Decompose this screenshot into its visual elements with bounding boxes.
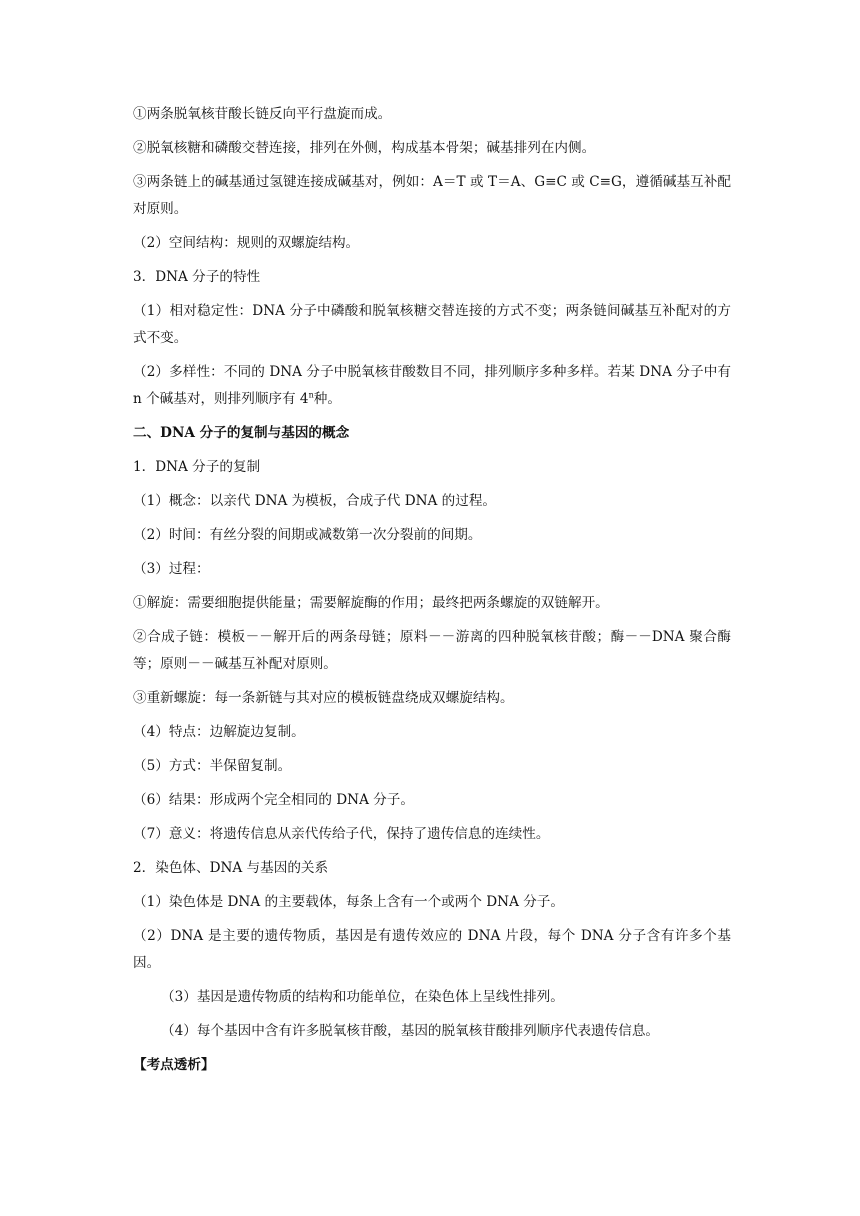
text-line: （1）概念：以亲代 DNA 为模板，合成子代 DNA 的过程。 — [133, 493, 497, 509]
section-heading: 2．染色体、DNA 与基因的关系 — [133, 860, 329, 876]
text-line: （6）结果：形成两个完全相同的 DNA 分子。 — [133, 792, 414, 808]
text-line — [133, 359, 731, 413]
text-line: ①解旋：需要细胞提供能量；需要解旋酶的作用；最终把两条螺旋的双链解开。 — [133, 595, 609, 611]
document-body — [133, 101, 731, 1086]
section-heading: 1．DNA 分子的复制 — [133, 459, 261, 475]
section-heading: 3．DNA 分子的特性 — [133, 269, 261, 285]
exponent: n — [308, 390, 314, 400]
text-line: （4）每个基因中含有许多脱氧核苷酸，基因的脱氧核苷酸排列顺序代表遗传信息。 — [161, 1023, 660, 1039]
chapter-heading: 二、DNA 分子的复制与基因的概念 — [133, 425, 350, 441]
text-line: ①两条脱氧核苷酸长链反向平行盘旋而成。 — [133, 106, 392, 122]
text-line: （4）特点：边解旋边复制。 — [133, 724, 305, 740]
text-line: ③两条链上的碱基通过氢键连接成碱基对，例如：A＝T 或 T＝A、G≡C 或 C≡G，遵循碱基互补配对原则。 — [133, 174, 731, 217]
text-line: （1）染色体是 DNA 的主要载体，每条上含有一个或两个 DNA 分子。 — [133, 894, 564, 910]
text-line: （2）时间：有丝分裂的间期或减数第一次分裂前的间期。 — [133, 527, 482, 543]
text-line: ②合成子链：模板－－解开后的两条母链；原料－－游离的四种脱氧核苷酸；酶－－DNA 聚合酶等；原则－－碱基互补配对原则。 — [133, 629, 731, 672]
text-line: （2）DNA 是主要的遗传物质，基因是有遗传效应的 DNA 片段，每个 DNA 分子含有许多个基因。 — [133, 928, 731, 971]
text-line: （7）意义：将遗传信息从亲代传给子代，保持了遗传信息的连续性。 — [133, 826, 550, 842]
text-line: （5）方式：半保留复制。 — [133, 758, 292, 774]
text-line: （3）过程： — [133, 561, 210, 577]
text-line: （2）空间结构：规则的双螺旋结构。 — [133, 235, 360, 251]
text-line: ③重新螺旋：每一条新链与其对应的模板链盘绕成双螺旋结构。 — [133, 690, 514, 706]
text-span: 种。 — [313, 391, 341, 407]
text-span: （2）多样性：不同的 DNA 分子中脱氧核苷酸数目不同，排列顺序多种多样。若某 DNA 分子中有 n 个碱基对，则排列顺序有 4 — [133, 364, 731, 407]
text-line: （1）相对稳定性：DNA 分子中磷酸和脱氧核糖交替连接的方式不变；两条链间碱基互补配对的方式不变。 — [133, 303, 731, 346]
text-line: ②脱氧核糖和磷酸交替连接，排列在外侧，构成基本骨架；碱基排列在内侧。 — [133, 140, 596, 156]
text-line: （3）基因是遗传物质的结构和功能单位，在染色体上呈线性排列。 — [161, 989, 564, 1005]
section-title: 【考点透析】 — [133, 1057, 215, 1073]
